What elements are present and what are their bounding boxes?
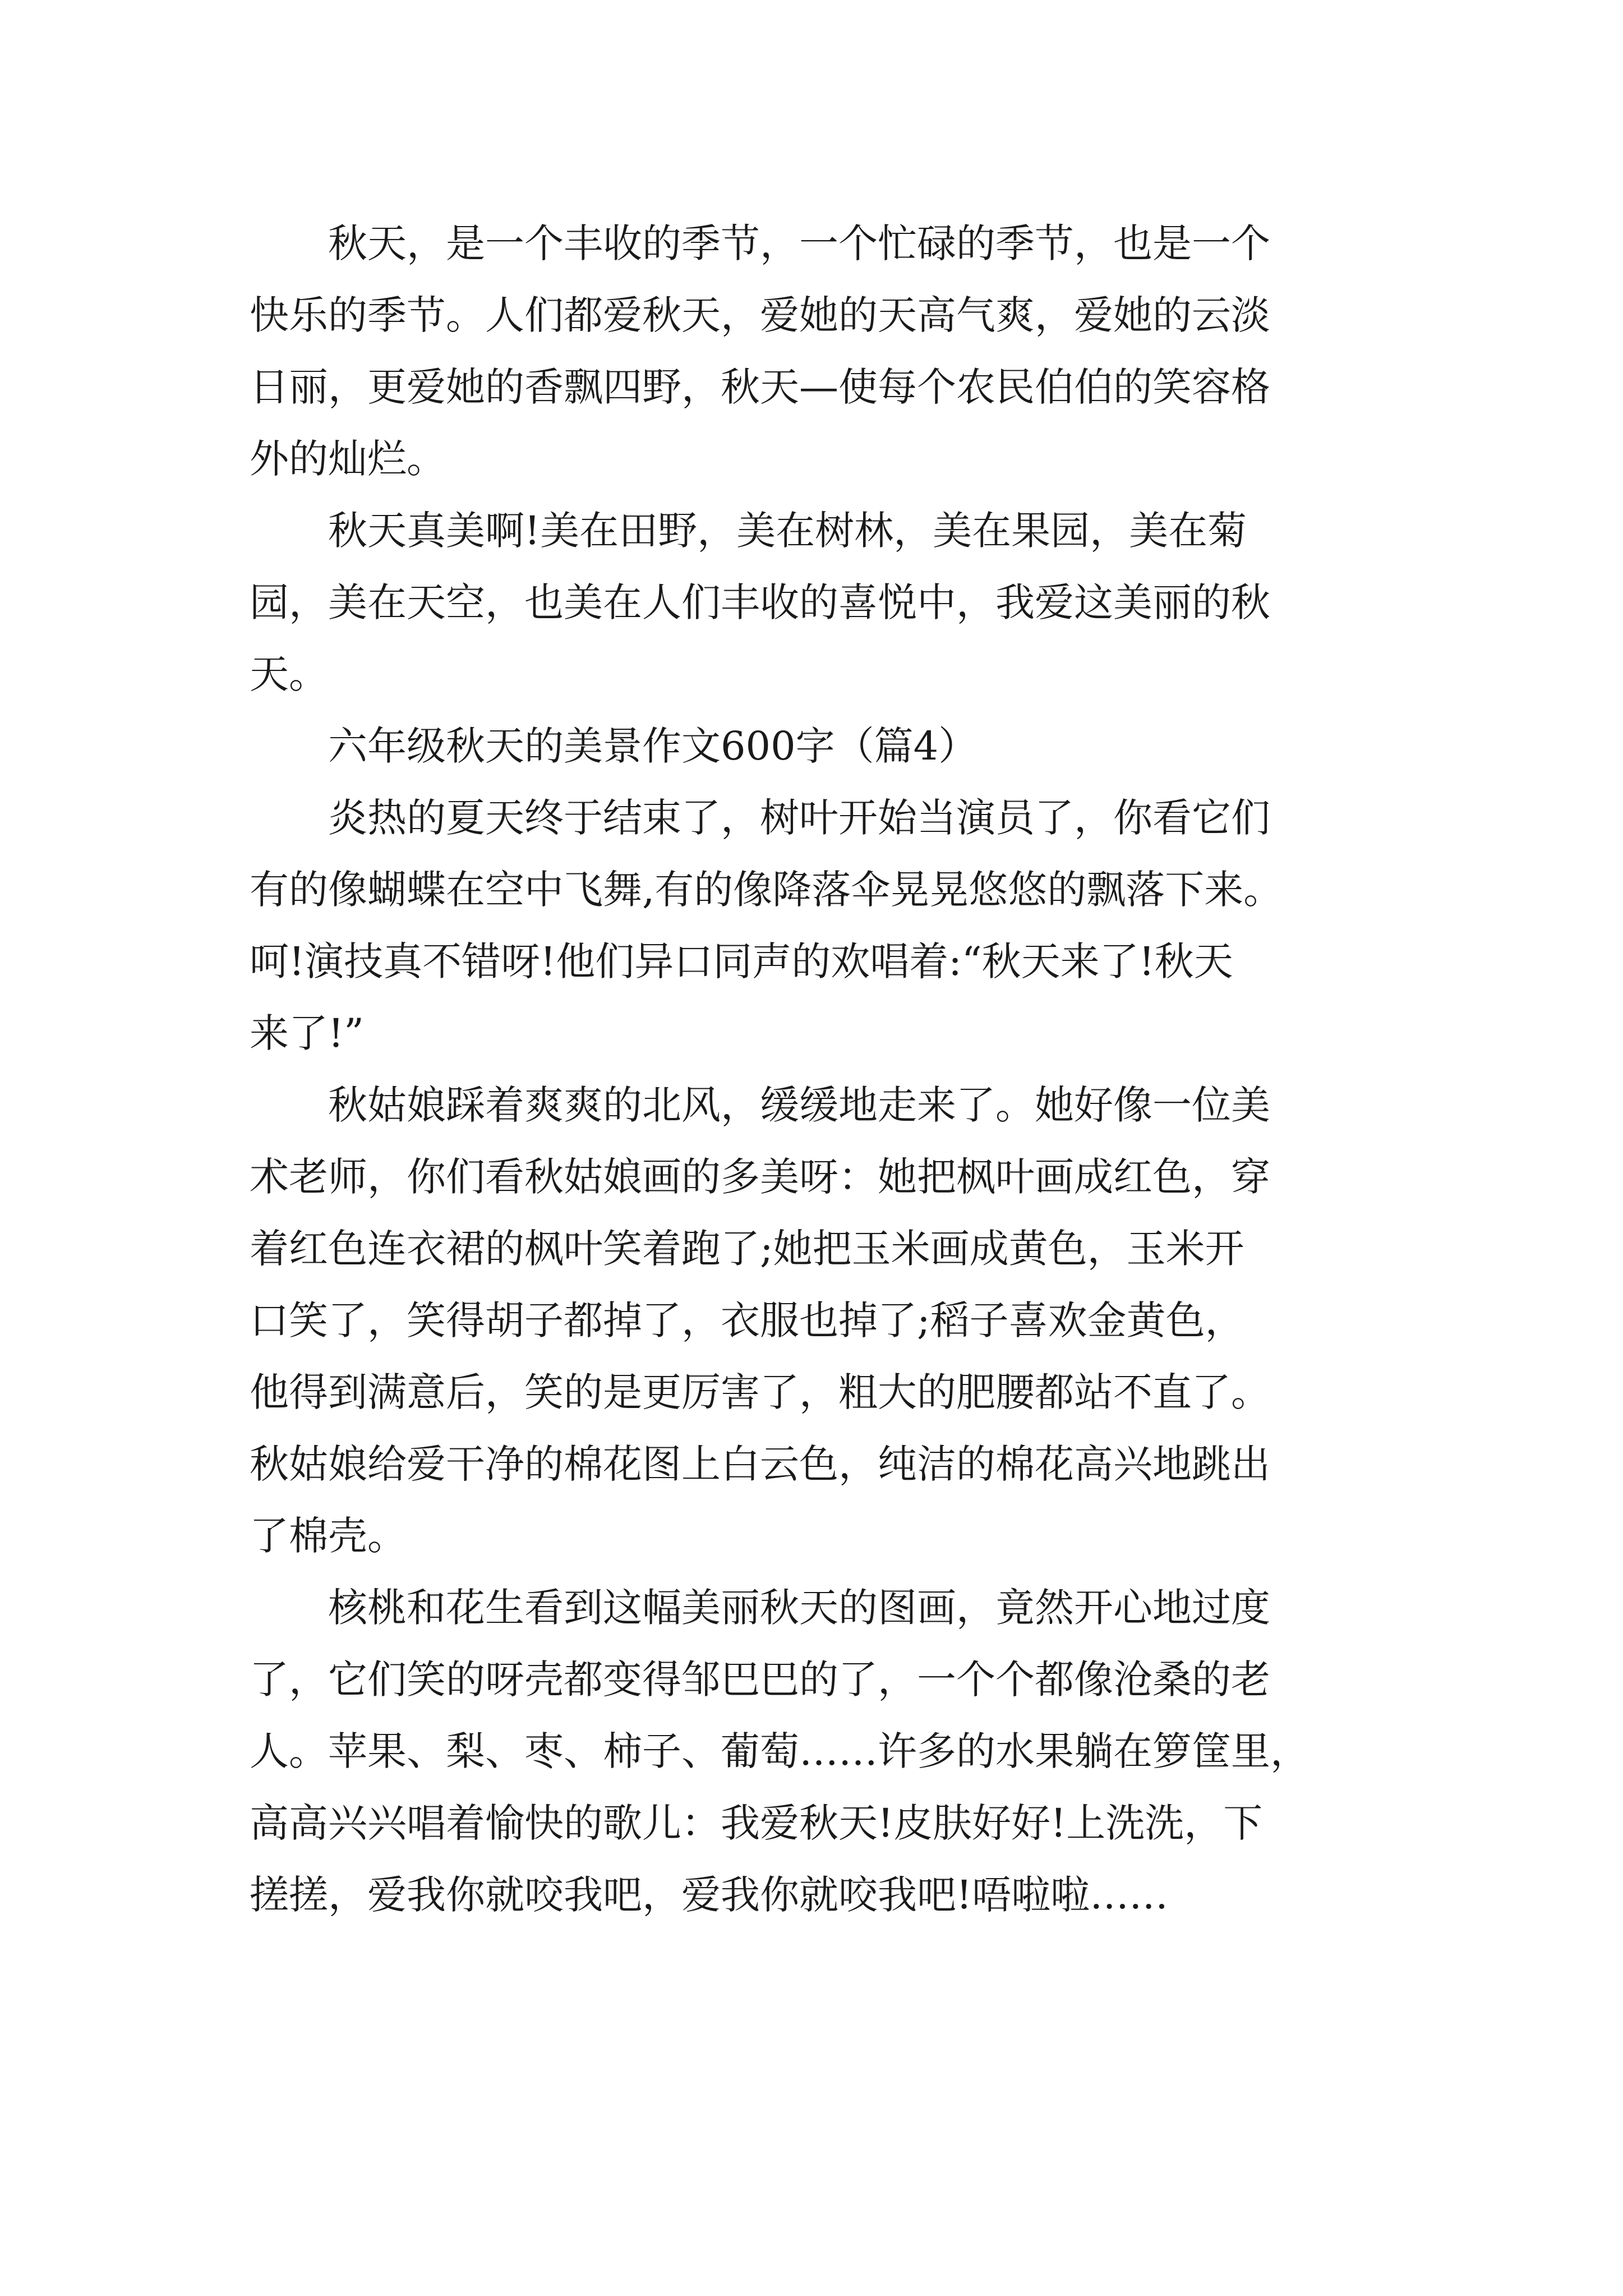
text-line: 秋姑娘踩着爽爽的北风，缓缓地走来了。她好像一位美: [328, 1082, 1270, 1128]
paragraph-2: [250, 495, 1394, 710]
text-line: 来了!”: [250, 1010, 364, 1056]
text-line: 秋天，是一个丰收的季节，一个忙碌的季节，也是一个: [328, 220, 1270, 266]
text-line: 搓搓，爱我你就咬我吧，爱我你就咬我吧!唔啦啦……: [250, 1872, 1169, 1918]
text-line: 着红色连衣裙的枫叶笑着跑了;她把玉米画成黄色，玉米开: [250, 1226, 1244, 1272]
section-heading: [250, 710, 1394, 782]
text-line: 外的灿烂。: [250, 436, 446, 482]
text-line: 了棉壳。: [250, 1513, 407, 1559]
paragraph-3: [250, 782, 1394, 1069]
document-body: [250, 208, 1394, 1931]
text-line: 快乐的季节。人们都爱秋天，爱她的天高气爽，爱她的云淡: [250, 292, 1270, 338]
text-line: 园，美在天空，也美在人们丰收的喜悦中，我爱这美丽的秋: [250, 579, 1270, 625]
text-line: 他得到满意后，笑的是更厉害了，粗大的肥腰都站不直了。: [250, 1369, 1270, 1415]
text-line: 了，它们笑的呀壳都变得邹巴巴的了，一个个都像沧桑的老: [250, 1657, 1270, 1703]
text-line: 天。: [250, 651, 328, 697]
text-line: 秋天真美啊!美在田野，美在树林，美在果园，美在菊: [328, 508, 1247, 554]
text-line: 日丽，更爱她的香飘四野，秋天—使每个农民伯伯的笑容格: [250, 364, 1270, 410]
heading-text: 六年级秋天的美景作文600字（篇4）: [328, 723, 978, 769]
text-line: 术老师，你们看秋姑娘画的多美呀：她把枫叶画成红色，穿: [250, 1154, 1270, 1200]
paragraph-1: [250, 208, 1394, 495]
paragraph-5: [250, 1572, 1394, 1931]
paragraph-4: [250, 1069, 1394, 1572]
text-line: 秋姑娘给爱干净的棉花图上白云色，纯洁的棉花高兴地跳出: [250, 1441, 1270, 1487]
text-line: 有的像蝴蝶在空中飞舞,有的像降落伞晃晃悠悠的飘落下来。: [250, 867, 1283, 913]
text-line: 口笑了，笑得胡子都掉了，衣服也掉了;稻子喜欢金黄色，: [250, 1297, 1244, 1343]
text-line: 呵!演技真不错呀!他们异口同声的欢唱着:“秋天来了!秋天: [250, 938, 1233, 984]
text-line: 炎热的夏天终于结束了，树叶开始当演员了，你看它们: [328, 795, 1270, 841]
text-line: 高高兴兴唱着愉快的歌儿：我爱秋天!皮肤好好!上洗洗，下: [250, 1800, 1263, 1846]
text-line: 核桃和花生看到这幅美丽秋天的图画，竟然开心地过度: [328, 1585, 1270, 1631]
text-line: 人。苹果、梨、枣、柿子、葡萄……许多的水果躺在箩筐里，: [250, 1728, 1310, 1774]
